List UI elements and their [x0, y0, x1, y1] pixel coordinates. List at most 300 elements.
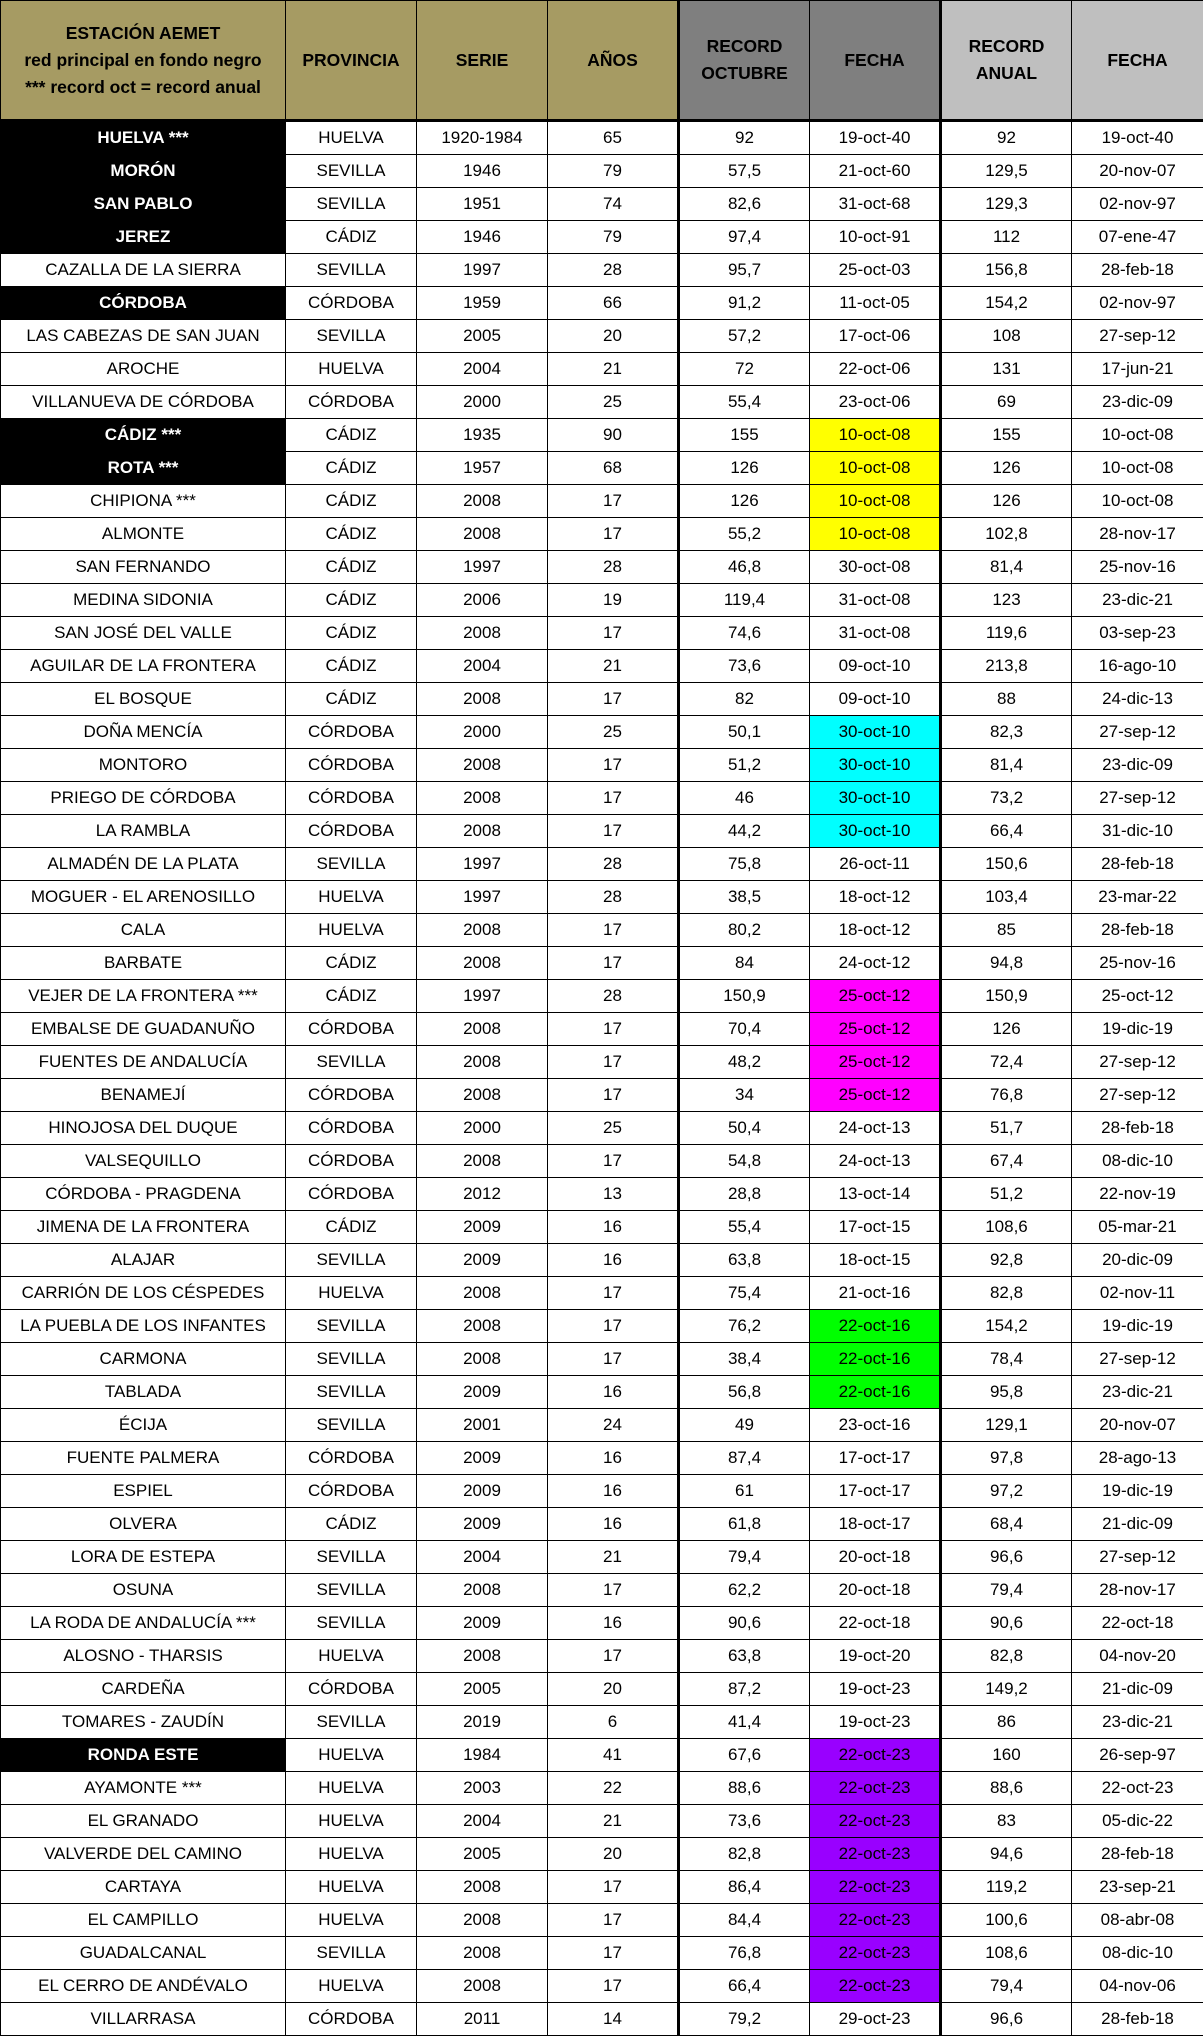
fecha-anual-cell: 08-dic-10	[1072, 1145, 1203, 1178]
fecha-oct-cell: 25-oct-12	[810, 1013, 941, 1046]
serie-cell: 2008	[417, 1343, 548, 1376]
serie-cell: 2008	[417, 914, 548, 947]
fecha-anual-cell: 21-dic-09	[1072, 1673, 1203, 1706]
table-row	[1, 815, 1203, 848]
provincia-cell: SEVILLA	[286, 320, 417, 353]
serie-cell: 1997	[417, 881, 548, 914]
record-oct-cell: 126	[679, 452, 810, 485]
fecha-anual-cell: 20-nov-07	[1072, 1409, 1203, 1442]
record-oct-cell: 67,6	[679, 1739, 810, 1772]
station-cell: AROCHE	[1, 353, 286, 386]
provincia-cell: SEVILLA	[286, 1607, 417, 1640]
table-header	[1, 1, 1203, 121]
record-oct-cell: 55,4	[679, 1211, 810, 1244]
fecha-anual-cell: 27-sep-12	[1072, 1079, 1203, 1112]
station-cell: GUADALCANAL	[1, 1937, 286, 1970]
serie-cell: 1997	[417, 848, 548, 881]
fecha-anual-cell: 28-feb-18	[1072, 2003, 1203, 2036]
anos-cell: 17	[548, 749, 679, 782]
record-oct-cell: 38,4	[679, 1343, 810, 1376]
station-cell: EL GRANADO	[1, 1805, 286, 1838]
table-row	[1, 1574, 1203, 1607]
station-cell: ESPIEL	[1, 1475, 286, 1508]
header-anos: AÑOS	[548, 1, 679, 121]
anos-cell: 17	[548, 1013, 679, 1046]
fecha-anual-cell: 23-dic-21	[1072, 1706, 1203, 1739]
anos-cell: 19	[548, 584, 679, 617]
station-cell: JEREZ	[1, 221, 286, 254]
fecha-anual-cell: 26-sep-97	[1072, 1739, 1203, 1772]
fecha-anual-cell: 28-feb-18	[1072, 1112, 1203, 1145]
table-row	[1, 1937, 1203, 1970]
anos-cell: 16	[548, 1508, 679, 1541]
fecha-oct-cell: 22-oct-23	[810, 1871, 941, 1904]
fecha-oct-cell: 22-oct-23	[810, 1805, 941, 1838]
record-oct-cell: 75,4	[679, 1277, 810, 1310]
record-anual-cell: 149,2	[941, 1673, 1072, 1706]
fecha-anual-cell: 23-dic-21	[1072, 584, 1203, 617]
station-cell: ALOSNO - THARSIS	[1, 1640, 286, 1673]
anos-cell: 17	[548, 1904, 679, 1937]
provincia-cell: CÓRDOBA	[286, 287, 417, 320]
station-cell: ÉCIJA	[1, 1409, 286, 1442]
fecha-anual-cell: 28-feb-18	[1072, 914, 1203, 947]
station-cell: CÁDIZ ***	[1, 419, 286, 452]
serie-cell: 2009	[417, 1508, 548, 1541]
table-row	[1, 683, 1203, 716]
serie-cell: 2019	[417, 1706, 548, 1739]
record-anual-cell: 68,4	[941, 1508, 1072, 1541]
table-row	[1, 386, 1203, 419]
table-row	[1, 287, 1203, 320]
anos-cell: 20	[548, 1673, 679, 1706]
table-row	[1, 881, 1203, 914]
header-record-anual-line-2: ANUAL	[976, 63, 1037, 83]
record-anual-cell: 81,4	[941, 749, 1072, 782]
record-oct-cell: 86,4	[679, 1871, 810, 1904]
station-cell: LORA DE ESTEPA	[1, 1541, 286, 1574]
table-row	[1, 1739, 1203, 1772]
station-cell: BENAMEJÍ	[1, 1079, 286, 1112]
serie-cell: 2000	[417, 1112, 548, 1145]
fecha-anual-cell: 25-nov-16	[1072, 551, 1203, 584]
fecha-oct-cell: 25-oct-03	[810, 254, 941, 287]
fecha-oct-cell: 19-oct-40	[810, 121, 941, 155]
anos-cell: 17	[548, 1970, 679, 2003]
anos-cell: 28	[548, 848, 679, 881]
record-anual-cell: 102,8	[941, 518, 1072, 551]
fecha-anual-cell: 24-dic-13	[1072, 683, 1203, 716]
fecha-oct-cell: 19-oct-20	[810, 1640, 941, 1673]
fecha-anual-cell: 23-dic-09	[1072, 386, 1203, 419]
serie-cell: 1946	[417, 155, 548, 188]
fecha-oct-cell: 23-oct-06	[810, 386, 941, 419]
record-oct-cell: 54,8	[679, 1145, 810, 1178]
fecha-anual-cell: 22-nov-19	[1072, 1178, 1203, 1211]
provincia-cell: HUELVA	[286, 1904, 417, 1937]
record-anual-cell: 76,8	[941, 1079, 1072, 1112]
fecha-oct-cell: 19-oct-23	[810, 1673, 941, 1706]
fecha-oct-cell: 30-oct-10	[810, 782, 941, 815]
serie-cell: 2008	[417, 1904, 548, 1937]
fecha-anual-cell: 27-sep-12	[1072, 1046, 1203, 1079]
table-row	[1, 551, 1203, 584]
record-anual-cell: 51,2	[941, 1178, 1072, 1211]
anos-cell: 16	[548, 1442, 679, 1475]
table-row	[1, 155, 1203, 188]
serie-cell: 2008	[417, 1046, 548, 1079]
anos-cell: 21	[548, 650, 679, 683]
fecha-anual-cell: 19-dic-19	[1072, 1310, 1203, 1343]
table-row	[1, 1673, 1203, 1706]
record-oct-cell: 56,8	[679, 1376, 810, 1409]
fecha-anual-cell: 23-dic-21	[1072, 1376, 1203, 1409]
provincia-cell: HUELVA	[286, 1970, 417, 2003]
provincia-cell: HUELVA	[286, 1739, 417, 1772]
anos-cell: 17	[548, 947, 679, 980]
anos-cell: 66	[548, 287, 679, 320]
record-anual-cell: 160	[941, 1739, 1072, 1772]
record-oct-cell: 61,8	[679, 1508, 810, 1541]
fecha-anual-cell: 02-nov-11	[1072, 1277, 1203, 1310]
provincia-cell: CÁDIZ	[286, 1508, 417, 1541]
provincia-cell: HUELVA	[286, 914, 417, 947]
table-row	[1, 1772, 1203, 1805]
record-oct-cell: 76,2	[679, 1310, 810, 1343]
fecha-oct-cell: 09-oct-10	[810, 650, 941, 683]
record-oct-cell: 61	[679, 1475, 810, 1508]
anos-cell: 17	[548, 485, 679, 518]
fecha-anual-cell: 28-ago-13	[1072, 1442, 1203, 1475]
fecha-oct-cell: 17-oct-17	[810, 1475, 941, 1508]
table-row	[1, 1211, 1203, 1244]
record-oct-cell: 92	[679, 121, 810, 155]
fecha-anual-cell: 23-mar-22	[1072, 881, 1203, 914]
fecha-oct-cell: 22-oct-23	[810, 1937, 941, 1970]
serie-cell: 2008	[417, 1640, 548, 1673]
station-cell: VALVERDE DEL CAMINO	[1, 1838, 286, 1871]
fecha-anual-cell: 20-nov-07	[1072, 155, 1203, 188]
record-oct-cell: 84	[679, 947, 810, 980]
anos-cell: 17	[548, 1640, 679, 1673]
station-cell: MEDINA SIDONIA	[1, 584, 286, 617]
serie-cell: 2008	[417, 1145, 548, 1178]
provincia-cell: CÓRDOBA	[286, 782, 417, 815]
fecha-oct-cell: 18-oct-15	[810, 1244, 941, 1277]
serie-cell: 2011	[417, 2003, 548, 2036]
record-oct-cell: 55,2	[679, 518, 810, 551]
fecha-oct-cell: 30-oct-10	[810, 716, 941, 749]
table-row	[1, 749, 1203, 782]
record-anual-cell: 126	[941, 485, 1072, 518]
serie-cell: 2005	[417, 320, 548, 353]
record-oct-cell: 90,6	[679, 1607, 810, 1640]
table-row	[1, 980, 1203, 1013]
serie-cell: 2006	[417, 584, 548, 617]
header-record-oct-line-2: OCTUBRE	[701, 63, 788, 83]
fecha-anual-cell: 02-nov-97	[1072, 188, 1203, 221]
fecha-anual-cell: 05-mar-21	[1072, 1211, 1203, 1244]
anos-cell: 16	[548, 1607, 679, 1640]
fecha-oct-cell: 20-oct-18	[810, 1574, 941, 1607]
station-cell: EMBALSE DE GUADANUÑO	[1, 1013, 286, 1046]
anos-cell: 79	[548, 221, 679, 254]
table-row	[1, 1277, 1203, 1310]
header-station	[1, 1, 286, 121]
record-oct-cell: 79,4	[679, 1541, 810, 1574]
serie-cell: 2008	[417, 782, 548, 815]
fecha-oct-cell: 31-oct-68	[810, 188, 941, 221]
anos-cell: 25	[548, 386, 679, 419]
anos-cell: 16	[548, 1475, 679, 1508]
fecha-anual-cell: 04-nov-06	[1072, 1970, 1203, 2003]
record-anual-cell: 150,6	[941, 848, 1072, 881]
station-cell: AYAMONTE ***	[1, 1772, 286, 1805]
fecha-oct-cell: 17-oct-17	[810, 1442, 941, 1475]
station-cell: VILLARRASA	[1, 2003, 286, 2036]
fecha-oct-cell: 29-oct-23	[810, 2003, 941, 2036]
fecha-oct-cell: 19-oct-23	[810, 1706, 941, 1739]
fecha-anual-cell: 10-oct-08	[1072, 419, 1203, 452]
record-oct-cell: 82,6	[679, 188, 810, 221]
fecha-anual-cell: 21-dic-09	[1072, 1508, 1203, 1541]
fecha-anual-cell: 08-abr-08	[1072, 1904, 1203, 1937]
provincia-cell: CÓRDOBA	[286, 716, 417, 749]
record-oct-cell: 76,8	[679, 1937, 810, 1970]
record-anual-cell: 155	[941, 419, 1072, 452]
serie-cell: 2008	[417, 485, 548, 518]
table-row	[1, 1607, 1203, 1640]
anos-cell: 17	[548, 1871, 679, 1904]
record-anual-cell: 156,8	[941, 254, 1072, 287]
header-station-line-2: red principal en fondo negro	[24, 50, 261, 70]
station-cell: PRIEGO DE CÓRDOBA	[1, 782, 286, 815]
fecha-oct-cell: 22-oct-16	[810, 1376, 941, 1409]
fecha-oct-cell: 13-oct-14	[810, 1178, 941, 1211]
fecha-anual-cell: 19-dic-19	[1072, 1013, 1203, 1046]
record-oct-cell: 74,6	[679, 617, 810, 650]
station-cell: OSUNA	[1, 1574, 286, 1607]
table-row	[1, 353, 1203, 386]
serie-cell: 2009	[417, 1442, 548, 1475]
table-row	[1, 1409, 1203, 1442]
anos-cell: 22	[548, 1772, 679, 1805]
serie-cell: 2008	[417, 518, 548, 551]
fecha-anual-cell: 02-nov-97	[1072, 287, 1203, 320]
provincia-cell: CÁDIZ	[286, 683, 417, 716]
record-anual-cell: 92,8	[941, 1244, 1072, 1277]
provincia-cell: CÁDIZ	[286, 518, 417, 551]
header-station-line-1: ESTACIÓN AEMET	[66, 23, 221, 43]
record-oct-cell: 62,2	[679, 1574, 810, 1607]
station-cell: OLVERA	[1, 1508, 286, 1541]
record-anual-cell: 95,8	[941, 1376, 1072, 1409]
station-cell: SAN PABLO	[1, 188, 286, 221]
table-row	[1, 947, 1203, 980]
record-oct-cell: 72	[679, 353, 810, 386]
record-oct-cell: 57,2	[679, 320, 810, 353]
record-oct-cell: 34	[679, 1079, 810, 1112]
anos-cell: 74	[548, 188, 679, 221]
fecha-oct-cell: 22-oct-23	[810, 1739, 941, 1772]
table-row	[1, 1475, 1203, 1508]
record-anual-cell: 154,2	[941, 1310, 1072, 1343]
station-cell: HUELVA ***	[1, 121, 286, 155]
table-row	[1, 1871, 1203, 1904]
record-anual-cell: 112	[941, 221, 1072, 254]
record-oct-cell: 70,4	[679, 1013, 810, 1046]
provincia-cell: CÁDIZ	[286, 551, 417, 584]
provincia-cell: SEVILLA	[286, 1409, 417, 1442]
record-oct-cell: 155	[679, 419, 810, 452]
anos-cell: 14	[548, 2003, 679, 2036]
table-row	[1, 452, 1203, 485]
serie-cell: 2008	[417, 1970, 548, 2003]
serie-cell: 2009	[417, 1376, 548, 1409]
anos-cell: 65	[548, 121, 679, 155]
fecha-anual-cell: 23-dic-09	[1072, 749, 1203, 782]
fecha-anual-cell: 27-sep-12	[1072, 1541, 1203, 1574]
provincia-cell: HUELVA	[286, 1871, 417, 1904]
station-cell: VALSEQUILLO	[1, 1145, 286, 1178]
anos-cell: 41	[548, 1739, 679, 1772]
serie-cell: 1997	[417, 254, 548, 287]
provincia-cell: CÓRDOBA	[286, 1673, 417, 1706]
record-anual-cell: 131	[941, 353, 1072, 386]
record-anual-cell: 73,2	[941, 782, 1072, 815]
header-station-line-3: *** record oct = record anual	[25, 77, 261, 97]
station-cell: FUENTES DE ANDALUCÍA	[1, 1046, 286, 1079]
fecha-anual-cell: 28-nov-17	[1072, 518, 1203, 551]
fecha-oct-cell: 10-oct-08	[810, 485, 941, 518]
station-cell: ALMONTE	[1, 518, 286, 551]
anos-cell: 21	[548, 1541, 679, 1574]
header-record-oct	[679, 1, 810, 121]
table-row	[1, 650, 1203, 683]
fecha-oct-cell: 23-oct-16	[810, 1409, 941, 1442]
station-cell: CÓRDOBA	[1, 287, 286, 320]
serie-cell: 2009	[417, 1607, 548, 1640]
fecha-oct-cell: 10-oct-08	[810, 419, 941, 452]
station-cell: CARRIÓN DE LOS CÉSPEDES	[1, 1277, 286, 1310]
table-row	[1, 1541, 1203, 1574]
fecha-oct-cell: 31-oct-08	[810, 584, 941, 617]
record-oct-cell: 48,2	[679, 1046, 810, 1079]
record-oct-cell: 51,2	[679, 749, 810, 782]
provincia-cell: HUELVA	[286, 353, 417, 386]
fecha-oct-cell: 18-oct-12	[810, 881, 941, 914]
fecha-anual-cell: 10-oct-08	[1072, 485, 1203, 518]
record-anual-cell: 72,4	[941, 1046, 1072, 1079]
provincia-cell: SEVILLA	[286, 188, 417, 221]
record-oct-cell: 73,6	[679, 1805, 810, 1838]
table-row	[1, 121, 1203, 155]
fecha-oct-cell: 18-oct-12	[810, 914, 941, 947]
fecha-oct-cell: 30-oct-10	[810, 815, 941, 848]
serie-cell: 2000	[417, 386, 548, 419]
record-anual-cell: 78,4	[941, 1343, 1072, 1376]
provincia-cell: SEVILLA	[286, 254, 417, 287]
fecha-oct-cell: 22-oct-16	[810, 1310, 941, 1343]
station-cell: CHIPIONA ***	[1, 485, 286, 518]
table-row	[1, 716, 1203, 749]
serie-cell: 1946	[417, 221, 548, 254]
record-anual-cell: 97,2	[941, 1475, 1072, 1508]
serie-cell: 2001	[417, 1409, 548, 1442]
record-oct-cell: 95,7	[679, 254, 810, 287]
record-anual-cell: 90,6	[941, 1607, 1072, 1640]
serie-cell: 1997	[417, 551, 548, 584]
record-anual-cell: 150,9	[941, 980, 1072, 1013]
fecha-anual-cell: 20-dic-09	[1072, 1244, 1203, 1277]
station-cell: EL CAMPILLO	[1, 1904, 286, 1937]
provincia-cell: SEVILLA	[286, 1343, 417, 1376]
anos-cell: 28	[548, 551, 679, 584]
provincia-cell: CÁDIZ	[286, 1211, 417, 1244]
record-oct-cell: 50,1	[679, 716, 810, 749]
fecha-anual-cell: 08-dic-10	[1072, 1937, 1203, 1970]
header-serie: SERIE	[417, 1, 548, 121]
provincia-cell: SEVILLA	[286, 1574, 417, 1607]
station-cell: LA PUEBLA DE LOS INFANTES	[1, 1310, 286, 1343]
record-oct-cell: 84,4	[679, 1904, 810, 1937]
station-cell: ROTA ***	[1, 452, 286, 485]
record-anual-cell: 82,3	[941, 716, 1072, 749]
serie-cell: 2005	[417, 1673, 548, 1706]
anos-cell: 17	[548, 1277, 679, 1310]
provincia-cell: SEVILLA	[286, 155, 417, 188]
table-row	[1, 518, 1203, 551]
station-cell: LA RAMBLA	[1, 815, 286, 848]
table-row	[1, 782, 1203, 815]
table-row	[1, 1112, 1203, 1145]
record-anual-cell: 88,6	[941, 1772, 1072, 1805]
record-anual-cell: 83	[941, 1805, 1072, 1838]
table-row	[1, 1706, 1203, 1739]
serie-cell: 1997	[417, 980, 548, 1013]
fecha-oct-cell: 25-oct-12	[810, 980, 941, 1013]
provincia-cell: CÓRDOBA	[286, 1178, 417, 1211]
fecha-oct-cell: 26-oct-11	[810, 848, 941, 881]
serie-cell: 2008	[417, 947, 548, 980]
provincia-cell: HUELVA	[286, 1277, 417, 1310]
table-row	[1, 617, 1203, 650]
anos-cell: 16	[548, 1211, 679, 1244]
serie-cell: 2000	[417, 716, 548, 749]
provincia-cell: SEVILLA	[286, 1046, 417, 1079]
serie-cell: 2008	[417, 1277, 548, 1310]
record-anual-cell: 82,8	[941, 1277, 1072, 1310]
anos-cell: 28	[548, 881, 679, 914]
record-oct-cell: 63,8	[679, 1244, 810, 1277]
provincia-cell: CÁDIZ	[286, 221, 417, 254]
serie-cell: 1984	[417, 1739, 548, 1772]
fecha-oct-cell: 10-oct-08	[810, 452, 941, 485]
record-anual-cell: 119,6	[941, 617, 1072, 650]
anos-cell: 21	[548, 353, 679, 386]
fecha-oct-cell: 17-oct-15	[810, 1211, 941, 1244]
record-anual-cell: 108,6	[941, 1211, 1072, 1244]
station-cell: VILLANUEVA DE CÓRDOBA	[1, 386, 286, 419]
record-anual-cell: 96,6	[941, 2003, 1072, 2036]
provincia-cell: CÓRDOBA	[286, 1112, 417, 1145]
provincia-cell: CÁDIZ	[286, 452, 417, 485]
fecha-anual-cell: 04-nov-20	[1072, 1640, 1203, 1673]
anos-cell: 17	[548, 1343, 679, 1376]
provincia-cell: SEVILLA	[286, 1244, 417, 1277]
fecha-oct-cell: 31-oct-08	[810, 617, 941, 650]
anos-cell: 28	[548, 254, 679, 287]
